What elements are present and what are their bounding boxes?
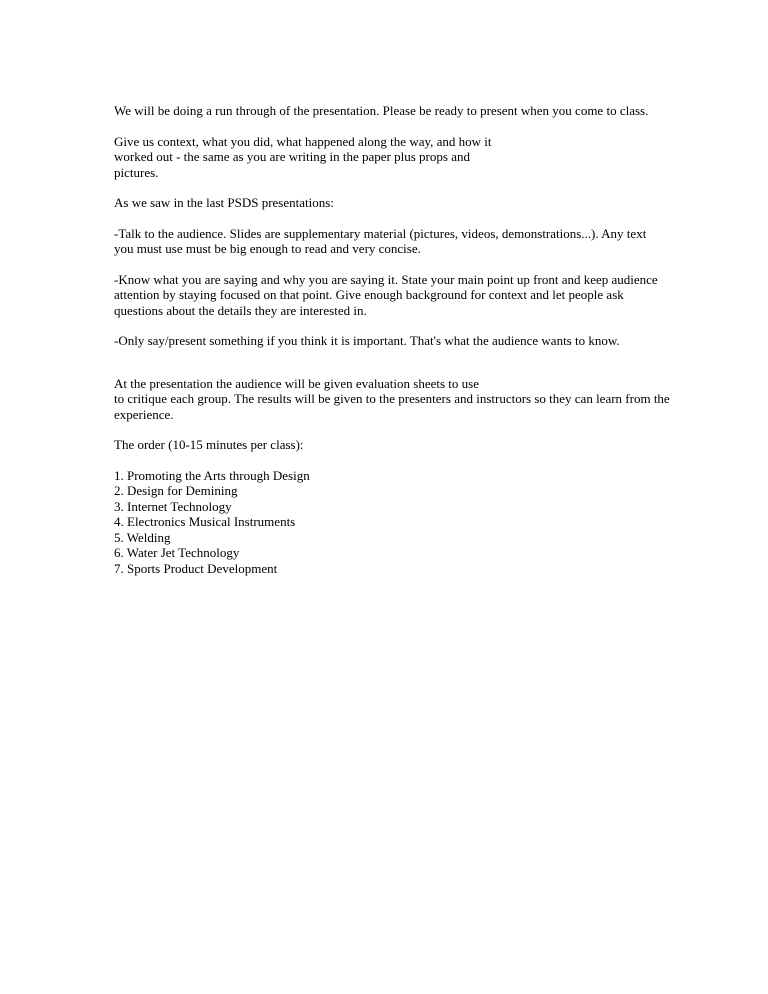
paragraph-run-through: We will be doing a run through of the presentation. Please be ready to present when you come to class. (114, 103, 649, 118)
presentation-order-list (114, 468, 674, 577)
paragraph-only-important: -Only say/present something if you think it is important. That's what the audience wants to know. (114, 333, 620, 348)
list-item: 3. Internet Technology (114, 498, 232, 514)
list-item: 6. Water Jet Technology (114, 545, 240, 560)
list-item: 2. Design for Demining (114, 483, 238, 498)
paragraph-order-heading: The order (10-15 minutes per class): (114, 437, 304, 452)
list-item: 4. Electronics Musical Instruments (114, 514, 296, 529)
list-item: 7. Sports Product Development (114, 560, 278, 576)
document-page (114, 103, 674, 576)
paragraph-know-what-saying: -Know what you are saying and why you are saying it. State your main point up front and keep audience attention by staying focused on that point. Give enough background for context and let people ask questions about the details they are interested in. (114, 271, 658, 318)
paragraph-psds-intro: As we saw in the last PSDS presentations: (114, 195, 334, 210)
paragraph-evaluation-sheets: At the presentation the audience will be given evaluation sheets to use to critique each group. The results will be given to the presenters and instructors so they can learn from the experience. (114, 375, 670, 422)
paragraph-talk-to-audience: -Talk to the audience. Slides are supplementary material (pictures, videos, demonstrations...). Any text you must use must be big enough to read and very concise. (114, 225, 647, 256)
list-item: 5. Welding (114, 529, 171, 545)
paragraph-context: Give us context, what you did, what happened along the way, and how it worked out - the same as you are writing in the paper plus props and pictures. (114, 133, 492, 180)
list-item: 1. Promoting the Arts through Design (114, 467, 310, 483)
